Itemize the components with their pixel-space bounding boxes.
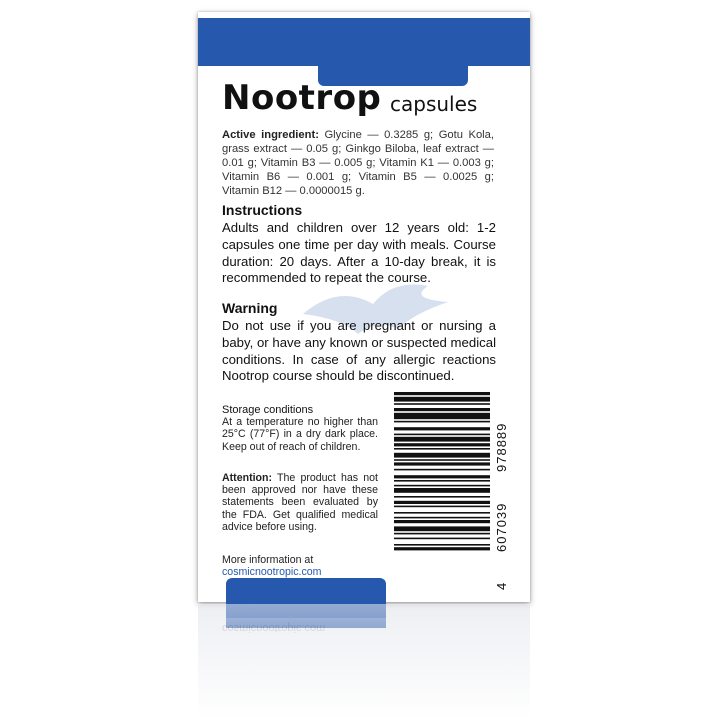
storage-heading: Storage conditions <box>222 404 314 416</box>
reflection-text: cosmicnootropic.com <box>222 622 326 634</box>
barcode-bar <box>394 520 490 523</box>
barcode-bar <box>394 434 490 436</box>
barcode-bar <box>394 544 490 546</box>
barcode-bar <box>394 547 490 550</box>
barcode-bar <box>394 512 490 514</box>
ingredients-block <box>222 128 494 198</box>
instructions-text: Adults and children over 12 years old: 1-2 capsules one time per day with meals. Course duration: 20 days. After a 10-day break, it is recommended to repeat the course. <box>222 220 496 286</box>
barcode-bars <box>394 392 490 550</box>
barcode-bar <box>394 397 490 402</box>
barcode-bar <box>394 408 490 411</box>
mirror-reflection <box>198 604 530 720</box>
barcode-bar <box>394 437 490 442</box>
barcode-bar <box>394 488 490 493</box>
barcode-digits-group2: 978889 <box>494 422 509 472</box>
barcode-bar <box>394 413 490 419</box>
barcode-digits-group1: 607039 <box>494 502 509 552</box>
barcode-bar <box>394 462 490 465</box>
barcode-bar <box>394 403 490 405</box>
ingredients-text: Glycine — 0.3285 g; Gotu Kola, grass extract — 0.05 g; Ginkgo Biloba, leaf extract — 0.01 g; Vitamin B3 — 0.005 g; Vitamin K1 — 0.003 g; Vitamin B6 — 0.001 g; Vitamin B5 — 0.0025 g; Vitamin B12 — 0.0000015 g. <box>222 129 494 197</box>
website-link[interactable]: cosmicnootropic.com <box>222 566 322 579</box>
product-label-card <box>198 12 530 602</box>
storage-text: At a temperature no higher than 25°C (77°F) in a dry dark place. Keep out of reach of children. <box>222 416 378 453</box>
warning-text: Do not use if you are pregnant or nursing a baby, or have any known or suspected medical conditions. In case of any allergic reactions Nootrop course should be discontinued. <box>222 318 496 384</box>
barcode-bar <box>394 469 490 471</box>
barcode-digit-first: 4 <box>494 582 509 590</box>
warning-heading: Warning <box>222 300 278 316</box>
storage-block <box>222 404 378 453</box>
attention-label: Attention: <box>222 472 273 484</box>
product-form: capsules <box>390 92 478 116</box>
barcode-bar <box>394 533 490 535</box>
barcode-bar <box>394 538 490 540</box>
barcode-bar <box>394 459 490 461</box>
barcode-bar <box>394 427 490 430</box>
attention-text: The product has not been approved nor have these statements been evaluated by the FDA. Get qualified medical advice before using. <box>222 472 378 533</box>
barcode-bar <box>394 496 490 498</box>
reflection-tab <box>226 604 386 618</box>
barcode-bar <box>394 448 490 450</box>
top-blue-band <box>198 18 530 66</box>
barcode-bar <box>394 485 490 487</box>
barcode-bar <box>394 517 490 519</box>
barcode-bar <box>394 392 490 395</box>
barcode-bar <box>394 526 490 531</box>
barcode-bar <box>394 475 490 478</box>
barcode-bar <box>394 453 490 458</box>
ingredients-label: Active ingredient: <box>222 129 319 141</box>
barcode-bar <box>394 480 490 482</box>
attention-block <box>222 472 378 533</box>
more-info-text: More information at <box>222 554 314 566</box>
more-info-block <box>222 554 378 578</box>
barcode-bar <box>394 501 490 504</box>
barcode-bar <box>394 443 490 446</box>
product-name: Nootrop <box>222 78 382 118</box>
barcode <box>394 390 524 590</box>
instructions-heading: Instructions <box>222 202 303 218</box>
barcode-bar <box>394 506 490 508</box>
barcode-bar <box>394 421 490 423</box>
